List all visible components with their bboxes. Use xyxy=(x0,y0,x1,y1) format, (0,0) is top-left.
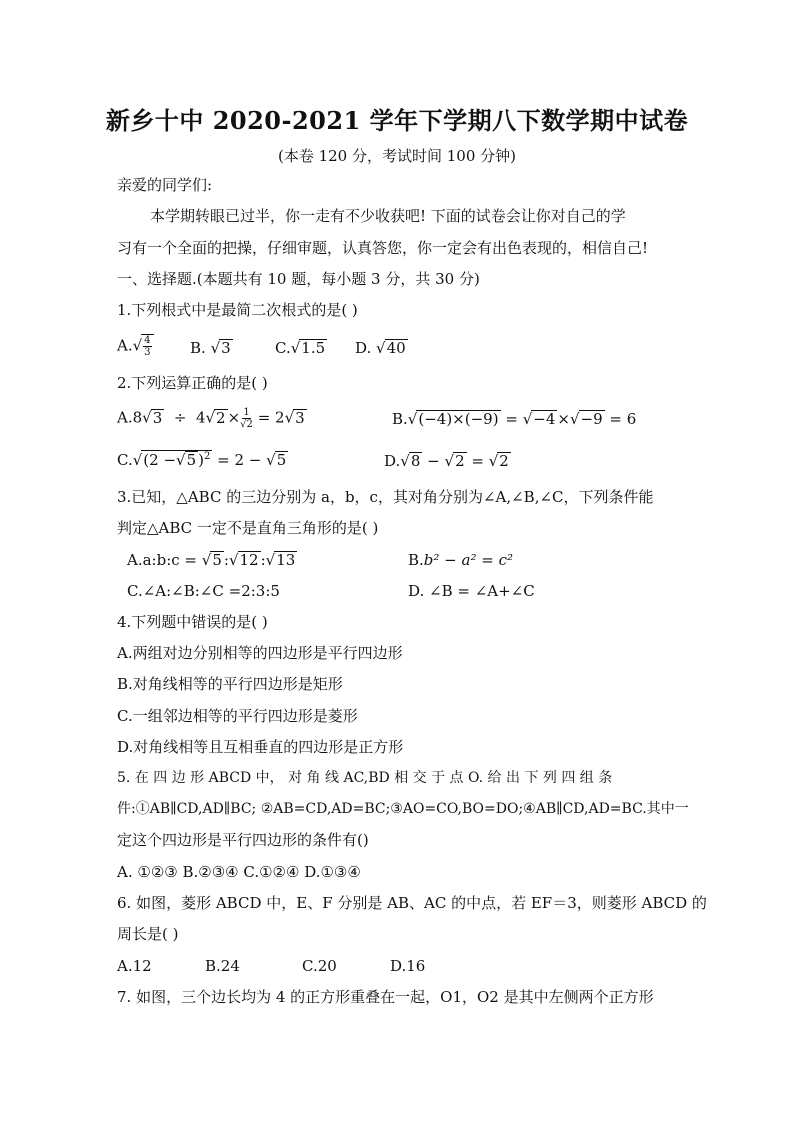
q6-option-c: C.20 xyxy=(302,957,337,975)
q4-option-d: D.对角线相等且互相垂直的四边形是正方形 xyxy=(117,738,404,756)
q6-option-b: B.24 xyxy=(205,957,240,975)
q3-option-a: A.a:b:c = √5 :√12 :√13 xyxy=(127,551,296,569)
section-heading: 一、选择题.(本题共有 10 题，每小题 3 分，共 30 分) xyxy=(117,270,480,288)
intro-line-1: 本学期转眼已过半，你一走有不少收获吧! 下面的试卷会让你对自己的学 xyxy=(150,207,626,225)
q4-option-b: B.对角线相等的平行四边形是矩形 xyxy=(117,675,343,693)
q5-line-1: 5. 在 四 边 形 ABCD 中， 对 角 线 AC,BD 相 交 于 点 O. 给 出 下 列 四 组 条 xyxy=(117,770,613,786)
q5-options: A. ①②③ B.②③④ C.①②④ D.①③④ xyxy=(117,863,361,881)
q4-stem: 4.下列题中错误的是( ) xyxy=(117,613,268,631)
q1-option-b: B. √3 xyxy=(190,339,231,357)
q4-option-a: A.两组对边分别相等的四边形是平行四边形 xyxy=(117,644,403,662)
q6-option-d: D.16 xyxy=(390,957,426,975)
q1-option-a: A.√ $\frac{4}{3}$ xyxy=(117,334,154,358)
page-title: 新乡十中 2020-2021 学年下学期八下数学期中试卷 xyxy=(105,106,689,135)
q2-option-b: B.√(−4)×(−9) = √−4 ×√−9 = 6 xyxy=(392,410,637,428)
q4-option-c: C.一组邻边相等的平行四边形是菱形 xyxy=(117,707,358,725)
page-subtitle: (本卷 120 分，考试时间 100 分钟) xyxy=(277,147,517,165)
intro-line-2: 习有一个全面的把操，仔细审题，认真答您，你一定会有出色表现的，相信自己! xyxy=(117,239,649,257)
q1-option-c: C.√1.5 xyxy=(275,339,326,357)
q2-option-c: C.√(2 −√5 )$^2$ = 2 − √5 xyxy=(117,451,287,469)
q6-line-2: 周长是( ) xyxy=(117,925,179,943)
q1-option-d: D. √40 xyxy=(355,339,406,357)
q2-stem: 2.下列运算正确的是( ) xyxy=(117,374,268,392)
greeting: 亲爱的同学们: xyxy=(117,176,213,194)
q3-option-b: B.b² − a² = c² xyxy=(408,551,513,569)
q2-option-d: D.√8 − √2 = √2 xyxy=(384,452,509,470)
q3-option-d: D. ∠B = ∠A+∠C xyxy=(408,582,535,600)
q6-line-1: 6. 如图，菱形 ABCD 中，E、F 分别是 AB、AC 的中点，若 EF＝3，则菱形 ABCD 的 xyxy=(117,894,707,912)
q3-option-c: C.∠A:∠B:∠C =2:3:5 xyxy=(127,582,280,600)
q7-line-1: 7. 如图，三个边长均为 4 的正方形重叠在一起，O1，O2 是其中左侧两个正方形 xyxy=(117,988,654,1006)
q3-line-1: 3.已知，△ABC 的三边分别为 a，b，c，其对角分别为∠A,∠B,∠C，下列条件能 xyxy=(117,488,654,506)
q3-line-2: 判定△ABC 一定不是直角三角形的是( ) xyxy=(117,519,379,537)
q5-line-3: 定这个四边形是平行四边形的条件有() xyxy=(117,831,369,849)
q5-line-2: 件:①AB∥CD,AD∥BC; ②AB=CD,AD=BC;③AO=CO,BO=DO;④AB∥CD,AD=BC.其中一 xyxy=(117,801,689,817)
q6-option-a: A.12 xyxy=(117,957,152,975)
q1-stem: 1.下列根式中是最简二次根式的是( ) xyxy=(117,301,358,319)
q2-option-a: A.8√3 ÷ 4√2 × $\frac{1}{√2}$ = 2√3 xyxy=(117,407,305,430)
